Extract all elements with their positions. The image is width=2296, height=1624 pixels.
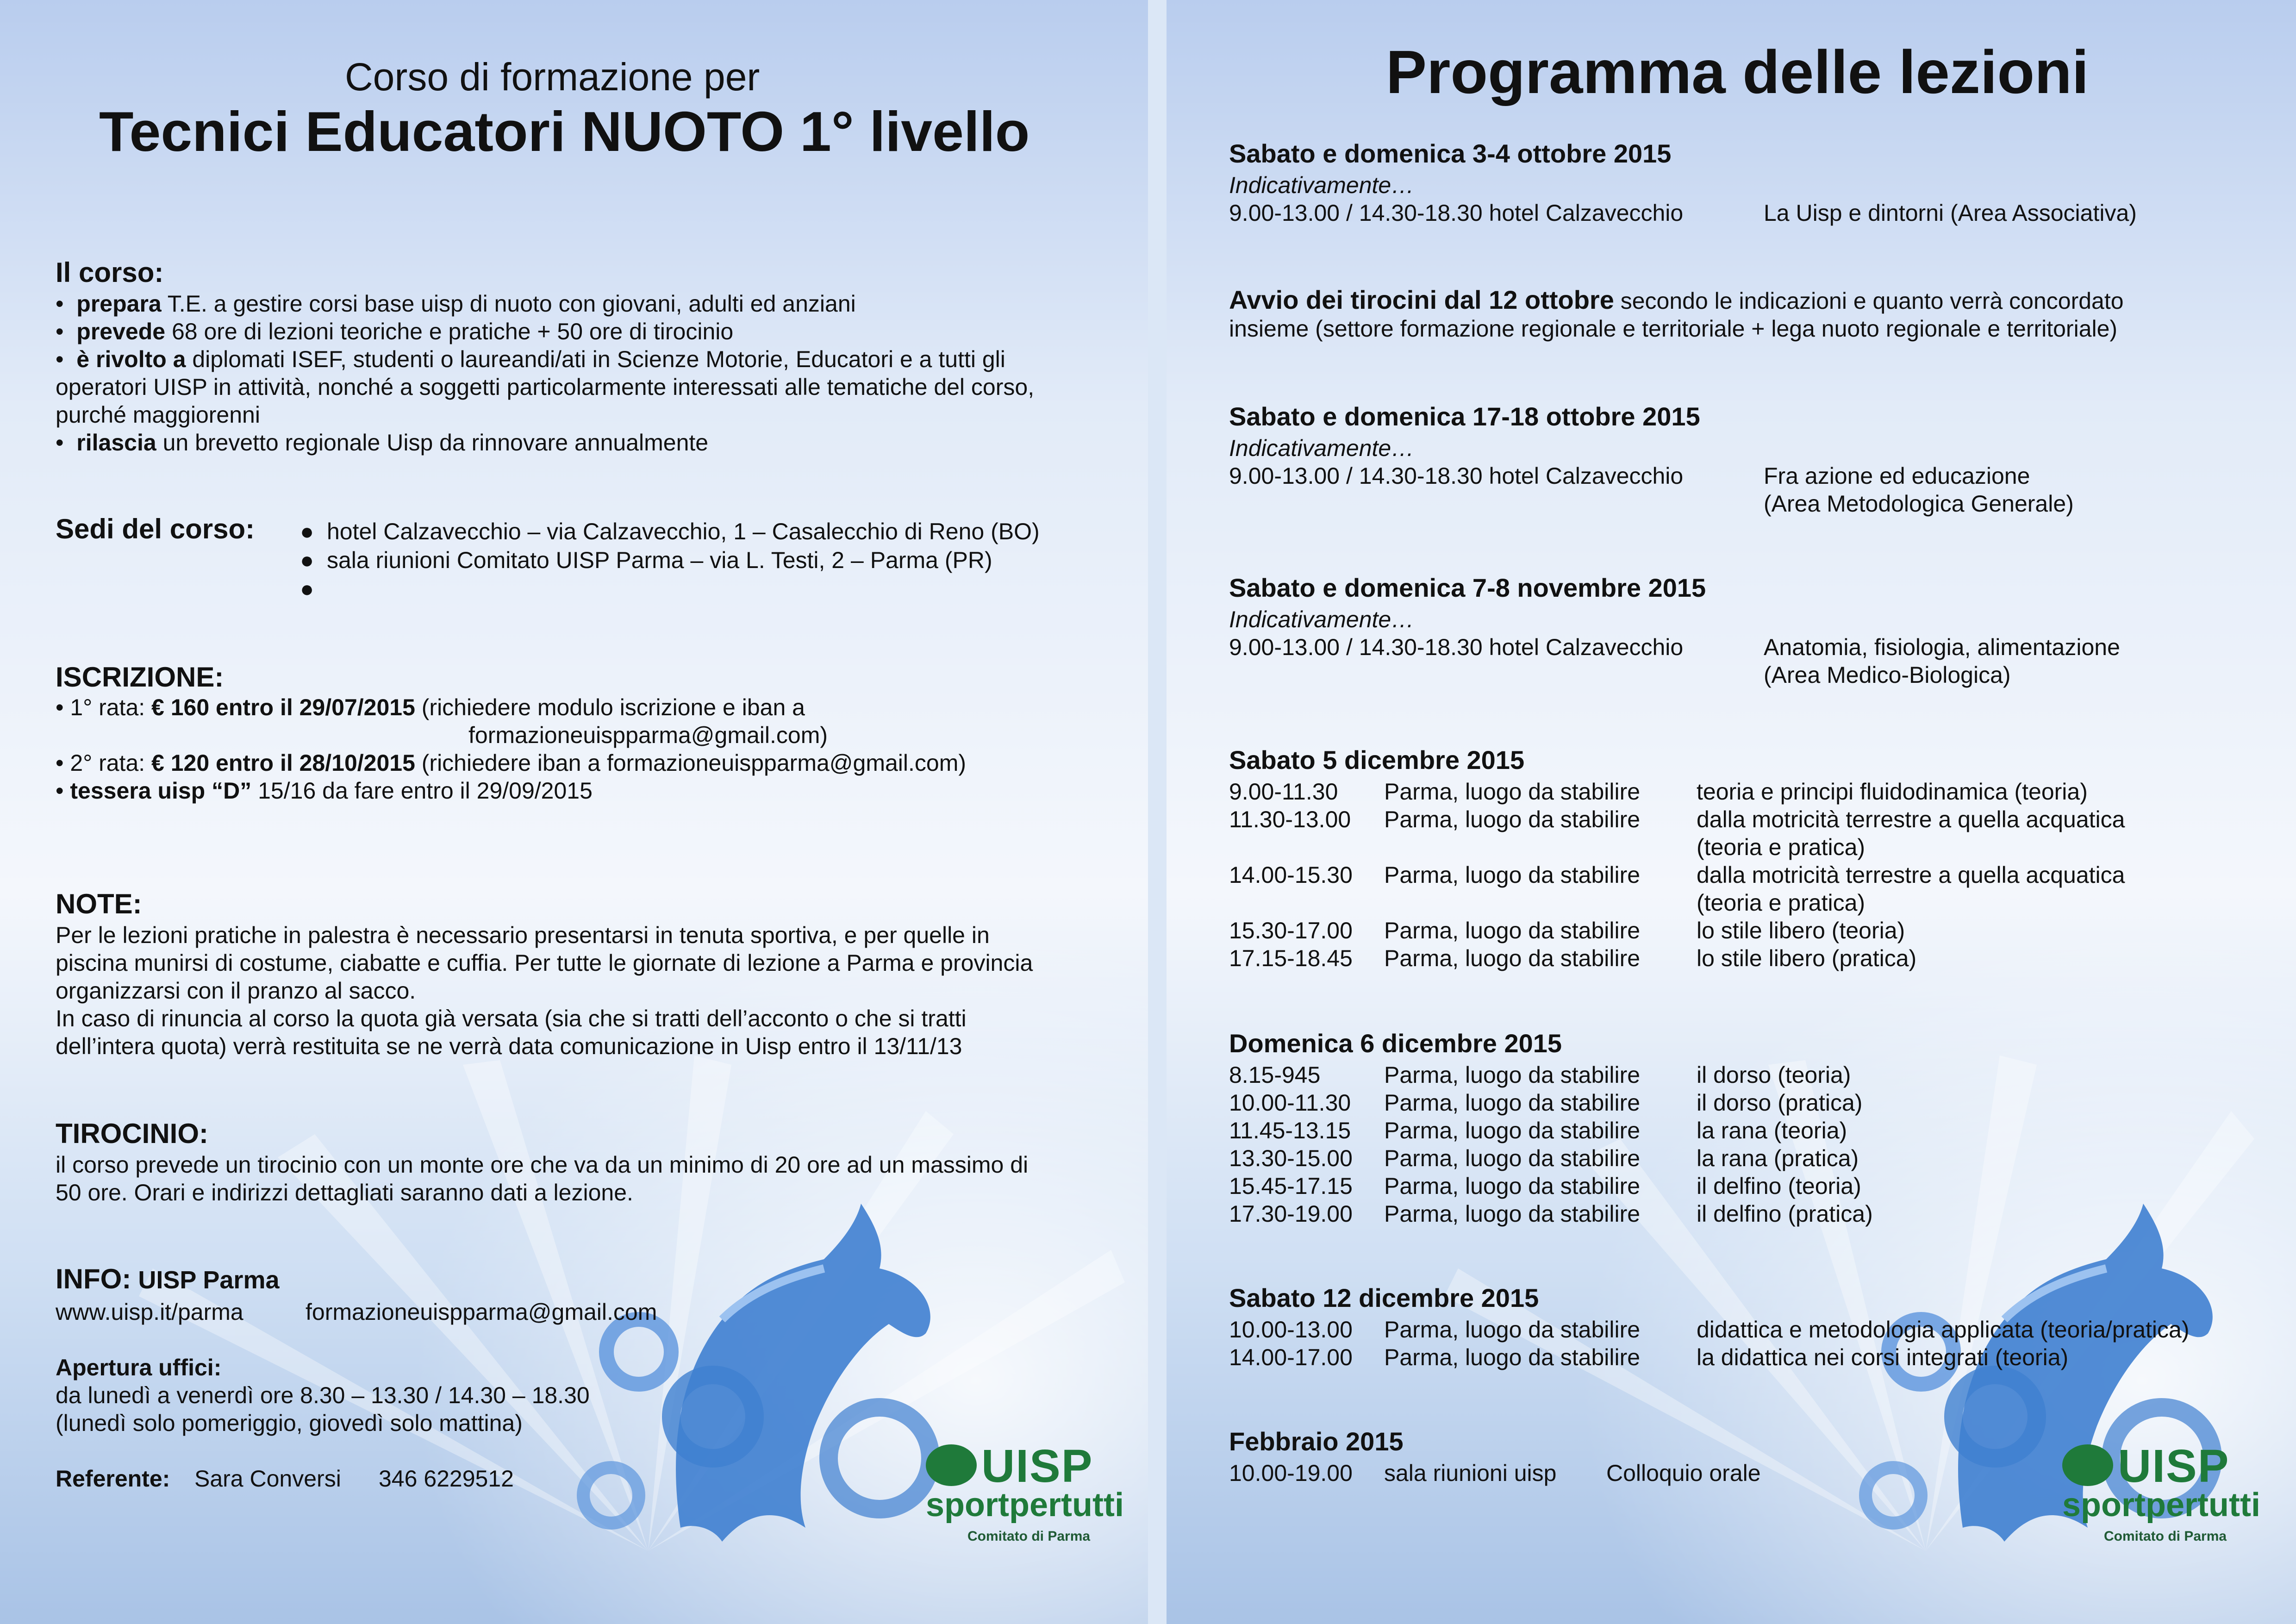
row-subject: la rana (teoria) [1697, 1118, 1847, 1143]
session-heading: Domenica 6 dicembre 2015 [1229, 1029, 1562, 1058]
row-place: Parma, luogo da stabilire [1384, 862, 1641, 888]
row-time: 10.00-19.00 [1229, 1460, 1353, 1486]
row-place: Parma, luogo da stabilire [1384, 806, 1641, 832]
session-topic: Fra azione ed educazione [1764, 463, 2030, 489]
course-subtitle: Corso di formazione per [345, 55, 760, 99]
session-heading: Sabato e domenica 3-4 ottobre 2015 [1229, 139, 1672, 168]
row-place: Parma, luogo da stabilire [1384, 1317, 1641, 1343]
tirocinio-line: 50 ore. Orari e indirizzi dettagliati saranno dati a lezione. [56, 1180, 633, 1206]
row-subject: teoria e principi fluidodinamica (teoria) [1697, 779, 2088, 805]
tirocinio-heading: TIROCINIO: [56, 1118, 208, 1149]
note-line: Per le lezioni pratiche in palestra è necessario presentarsi in tenuta sportiva, e per quelle in [56, 922, 990, 948]
dolphin-illustration [583, 1204, 930, 1542]
rata-1-email: formazioneuispparma@gmail.com) [468, 722, 828, 748]
uisp-ball-icon [926, 1444, 977, 1486]
session-heading: Sabato 12 dicembre 2015 [1229, 1283, 1539, 1312]
session-topic: La Uisp e dintorni (Area Associativa) [1764, 200, 2137, 226]
referente-label: Referente: [56, 1466, 170, 1492]
row-time: 17.30-19.00 [1229, 1201, 1353, 1227]
row-subject: dalla motricità terrestre a quella acquatica [1697, 806, 2125, 832]
sedi-heading: Sedi del corso: [56, 513, 255, 544]
tirocinio-line: il corso prevede un tirocinio con un monte ore che va da un minimo di 20 ore ad un massimo di [56, 1152, 1029, 1178]
logo-committee: Comitato di Parma [967, 1529, 1091, 1544]
corso-line-3: • è rivolto a diplomati ISEF, studenti o laureandi/ati in Scienze Motorie, Educatori e a tutti gli [56, 346, 1005, 372]
row-subject: il delfino (pratica) [1697, 1201, 1873, 1227]
corso-heading: Il corso: [56, 257, 164, 288]
row-time: 13.30-15.00 [1229, 1145, 1353, 1171]
sede-item-1: ● hotel Calzavecchio – via Calzavecchio, 1 – Casalecchio di Reno (BO) [300, 518, 1040, 544]
note-line: organizzarsi con il pranzo al sacco. [56, 978, 416, 1004]
row-place: Parma, luogo da stabilire [1384, 945, 1641, 971]
corso-line-2: • prevede 68 ore di lezioni teoriche e pratiche + 50 ore di tirocinio [56, 319, 734, 344]
uffici-heading: Apertura uffici: [56, 1355, 222, 1380]
row-time: 10.00-13.00 [1229, 1317, 1353, 1343]
info-heading: INFO: UISP Parma [56, 1263, 280, 1294]
row-time: 14.00-15.30 [1229, 862, 1353, 888]
row-place: Parma, luogo da stabilire [1384, 1173, 1641, 1199]
uisp-logo [2062, 1440, 2260, 1555]
row-time: 15.45-17.15 [1229, 1173, 1353, 1199]
session-topic-area: (Area Medico-Biologica) [1764, 662, 2011, 688]
session-heading: Sabato e domenica 7-8 novembre 2015 [1229, 573, 1706, 602]
row-subject: la didattica nei corsi integrati (teoria) [1697, 1344, 2069, 1370]
referente-phone: 346 6229512 [379, 1466, 514, 1492]
note-line: dell’intera quota) verrà restituita se ne verrà data comunicazione in Uisp entro il 13/11/13 [56, 1033, 962, 1059]
sede-item-3: ● [300, 576, 321, 602]
corso-line-4: • rilascia un brevetto regionale Uisp da rinnovare annualmente [56, 430, 709, 456]
row-time: 10.00-11.30 [1229, 1090, 1351, 1116]
info-website[interactable]: www.uisp.it/parma [56, 1299, 243, 1325]
row-place: Parma, luogo da stabilire [1384, 779, 1641, 805]
logo-tagline: sportpertutti [926, 1487, 1124, 1524]
row-subject: Colloquio orale [1606, 1460, 1761, 1486]
info-email[interactable]: formazioneuispparma@gmail.com [306, 1299, 657, 1325]
logo-brand: UISP [981, 1440, 1093, 1492]
row-place: Parma, luogo da stabilire [1384, 1145, 1641, 1171]
sede-item-2: ● sala riunioni Comitato UISP Parma – via L. Testi, 2 – Parma (PR) [300, 547, 992, 573]
row-time: 14.00-17.00 [1229, 1344, 1353, 1370]
row-place: sala riunioni uisp [1384, 1460, 1557, 1486]
note-line: piscina munirsi di costume, ciabatte e cuffia. Per tutte le giornate di lezione a Parma e provincia [56, 950, 1033, 976]
row-time: 15.30-17.00 [1229, 918, 1353, 943]
session-time: 9.00-13.00 / 14.30-18.30 hotel Calzavecchio [1229, 200, 1684, 226]
row-time: 9.00-11.30 [1229, 779, 1338, 805]
session-heading: Febbraio 2015 [1229, 1427, 1404, 1456]
session-note: Indicativamente… [1229, 435, 1415, 461]
row-subject: la rana (pratica) [1697, 1145, 1859, 1171]
logo-committee: Comitato di Parma [2104, 1529, 2227, 1544]
row-time: 8.15-945 [1229, 1062, 1321, 1088]
row-subject: il dorso (teoria) [1697, 1062, 1851, 1088]
uisp-logo [926, 1440, 1124, 1555]
session-heading: Sabato e domenica 17-18 ottobre 2015 [1229, 402, 1700, 431]
row-subject: il delfino (teoria) [1697, 1173, 1861, 1199]
logo-brand: UISP [2118, 1440, 2230, 1492]
tessera: • tessera uisp “D” 15/16 da fare entro il 29/09/2015 [56, 778, 593, 804]
course-title: Tecnici Educatori NUOTO 1° livello [99, 100, 1030, 163]
right-panel [1167, 0, 2296, 1624]
note-line: In caso di rinuncia al corso la quota già versata (sia che si tratti dell’acconto o che si tratti [56, 1006, 967, 1031]
row-place: Parma, luogo da stabilire [1384, 1118, 1641, 1143]
row-subject: didattica e metodologia applicata (teoria/pratica) [1697, 1317, 2190, 1343]
uisp-ball-icon [2062, 1444, 2113, 1486]
row-time: 17.15-18.45 [1229, 945, 1353, 971]
row-place: Parma, luogo da stabilire [1384, 918, 1641, 943]
referente-name: Sara Conversi [194, 1466, 341, 1492]
corso-line-3-cont2: purché maggiorenni [56, 402, 260, 428]
session-note: Indicativamente… [1229, 606, 1415, 632]
row-subject: (teoria e pratica) [1697, 890, 1866, 916]
note-heading: NOTE: [56, 888, 142, 919]
program-title: Programma delle lezioni [1386, 38, 2089, 106]
row-subject: dalla motricità terrestre a quella acquatica [1697, 862, 2125, 888]
row-subject: il dorso (pratica) [1697, 1090, 1863, 1116]
row-subject: lo stile libero (pratica) [1697, 945, 1917, 971]
corso-line-3-cont1: operatori UISP in attività, nonché a soggetti particolarmente interessati alle tematiche del corso, [56, 374, 1035, 400]
row-place: Parma, luogo da stabilire [1384, 1090, 1641, 1116]
corso-line-1: • prepara T.E. a gestire corsi base uisp di nuoto con giovani, adulti ed anziani [56, 291, 856, 317]
row-time: 11.30-13.00 [1229, 806, 1351, 832]
uffici-hours: da lunedì a venerdì ore 8.30 – 13.30 / 14.30 – 18.30 [56, 1382, 590, 1408]
row-place: Parma, luogo da stabilire [1384, 1344, 1641, 1370]
row-subject: lo stile libero (teoria) [1697, 918, 1905, 943]
session-time: 9.00-13.00 / 14.30-18.30 hotel Calzavecchio [1229, 634, 1684, 660]
tirocini-start-cont: insieme (settore formazione regionale e territoriale + lega nuoto regionale e territoriale) [1229, 316, 2118, 342]
uffici-note: (lunedì solo pomeriggio, giovedì solo mattina) [56, 1410, 523, 1436]
session-heading: Sabato 5 dicembre 2015 [1229, 745, 1525, 775]
tirocini-start: Avvio dei tirocini dal 12 ottobre secondo le indicazioni e quanto verrà concordato [1229, 285, 2124, 314]
session-topic: Anatomia, fisiologia, alimentazione [1764, 634, 2120, 660]
rata-1: • 1° rata: € 160 entro il 29/07/2015 (richiedere modulo iscrizione e iban a [56, 694, 805, 720]
iscrizione-heading: ISCRIZIONE: [56, 662, 224, 693]
session-note: Indicativamente… [1229, 172, 1415, 198]
rata-2: • 2° rata: € 120 entro il 28/10/2015 (richiedere iban a formazioneuispparma@gmail.com) [56, 750, 967, 776]
row-time: 11.45-13.15 [1229, 1118, 1351, 1143]
row-place: Parma, luogo da stabilire [1384, 1201, 1641, 1227]
logo-tagline: sportpertutti [2062, 1487, 2260, 1524]
row-subject: (teoria e pratica) [1697, 834, 1866, 860]
session-time: 9.00-13.00 / 14.30-18.30 hotel Calzavecchio [1229, 463, 1684, 489]
row-place: Parma, luogo da stabilire [1384, 1062, 1641, 1088]
session-topic-area: (Area Metodologica Generale) [1764, 491, 2074, 517]
